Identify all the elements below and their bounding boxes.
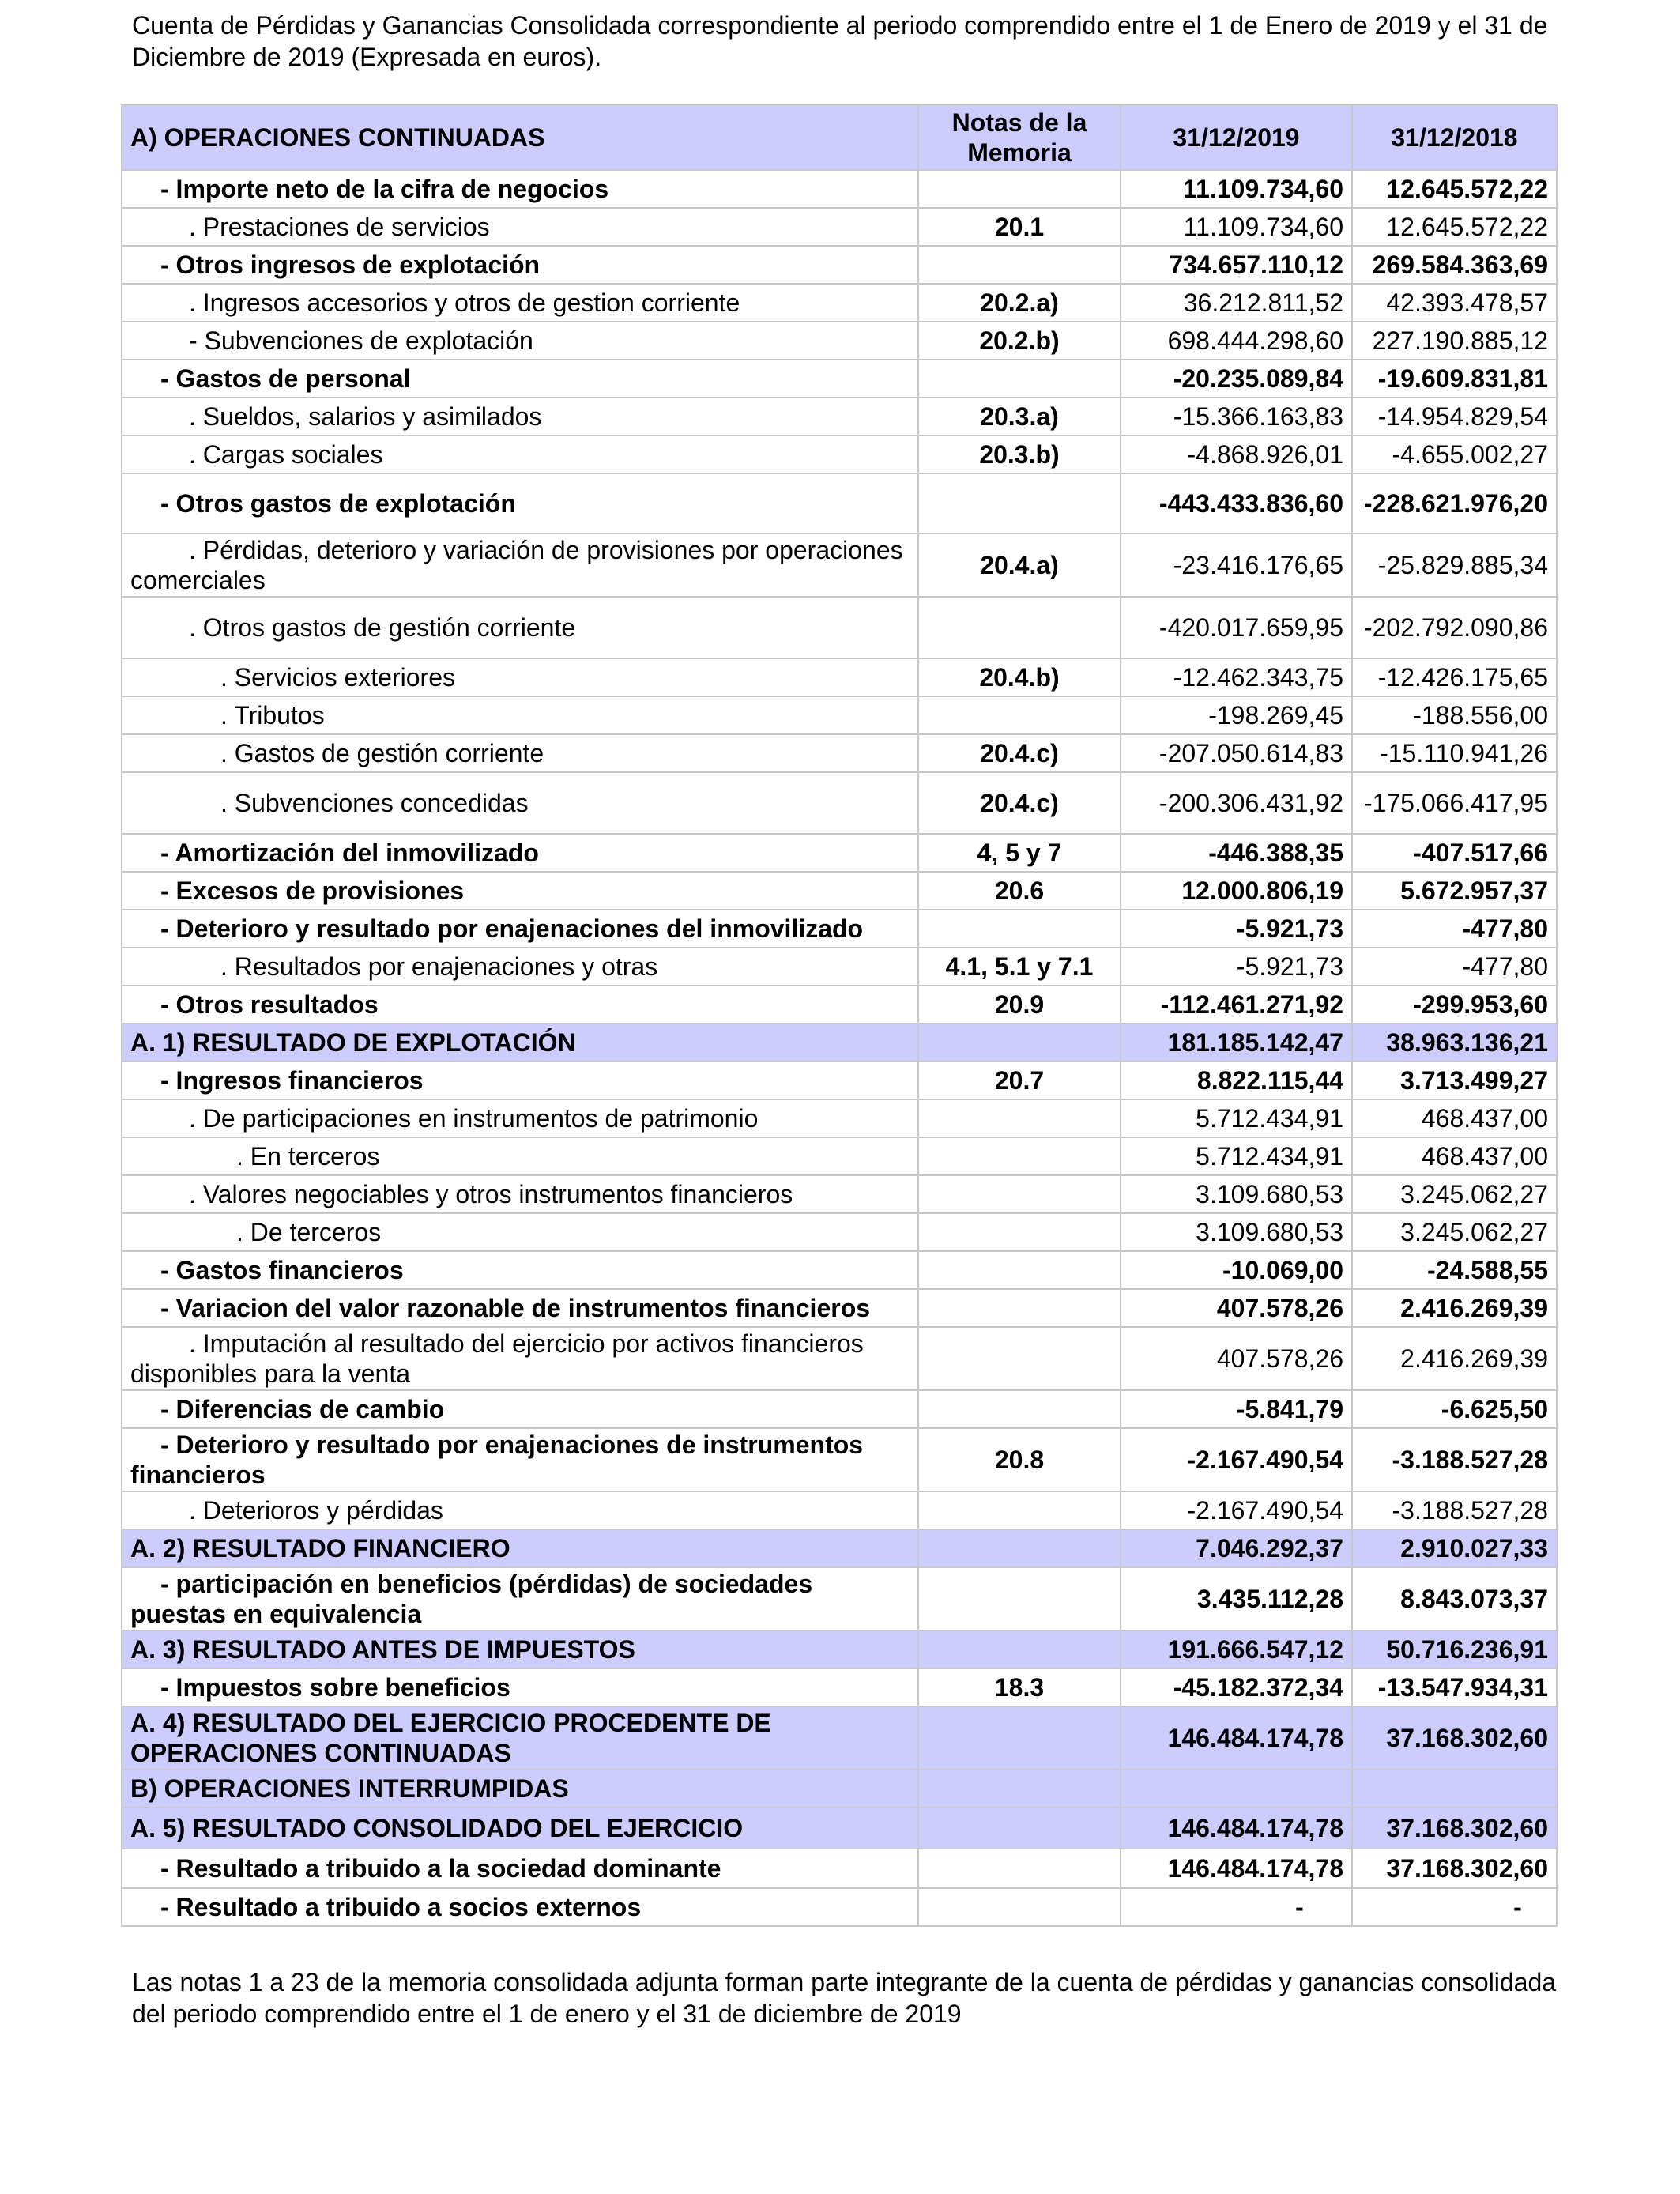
row-value-2019: 3.435.112,28 xyxy=(1121,1567,1352,1630)
row-value-2019: -446.388,35 xyxy=(1121,834,1352,872)
row-label: . Gastos de gestión corriente xyxy=(122,734,918,772)
table-row xyxy=(122,910,1557,948)
row-notes xyxy=(918,1630,1121,1668)
row-value-2018: -15.110.941,26 xyxy=(1352,734,1557,772)
row-notes: 4.1, 5.1 y 7.1 xyxy=(918,948,1121,986)
row-notes xyxy=(918,1888,1121,1926)
row-notes xyxy=(918,1099,1121,1137)
row-label: B) OPERACIONES INTERRUMPIDAS xyxy=(122,1770,918,1808)
table-row xyxy=(122,170,1557,208)
row-notes xyxy=(918,1213,1121,1251)
row-value-2018: -13.547.934,31 xyxy=(1352,1668,1557,1706)
row-label: . Otros gastos de gestión corriente xyxy=(122,597,918,658)
row-label: - Gastos de personal xyxy=(122,360,918,398)
table-row xyxy=(122,1567,1557,1630)
row-label: . En terceros xyxy=(122,1137,918,1175)
row-label: - Importe neto de la cifra de negocios xyxy=(122,170,918,208)
row-notes: 20.2.a) xyxy=(918,284,1121,322)
row-label: - Deterioro y resultado por enajenaciones del inmovilizado xyxy=(122,910,918,948)
table-row xyxy=(122,772,1557,834)
row-label: . Tributos xyxy=(122,696,918,734)
row-label: A. 1) RESULTADO DE EXPLOTACIÓN xyxy=(122,1023,918,1061)
row-value-2018: -188.556,00 xyxy=(1352,696,1557,734)
row-notes xyxy=(918,170,1121,208)
row-value-2018: 2.910.027,33 xyxy=(1352,1529,1557,1567)
row-value-2019: -2.167.490,54 xyxy=(1121,1428,1352,1491)
row-label: - Subvenciones de explotación xyxy=(122,322,918,360)
subtotal-row xyxy=(122,1023,1557,1061)
row-value-2018: -12.426.175,65 xyxy=(1352,658,1557,696)
row-value-2018: -25.829.885,34 xyxy=(1352,533,1557,597)
row-label: - Amortización del inmovilizado xyxy=(122,834,918,872)
table-row xyxy=(122,435,1557,473)
row-value-2019: -5.921,73 xyxy=(1121,948,1352,986)
table-row xyxy=(122,1849,1557,1888)
year-2018-column-header: 31/12/2018 xyxy=(1352,105,1557,170)
row-value-2019: -45.182.372,34 xyxy=(1121,1668,1352,1706)
notes-column-header: Notas de la Memoria xyxy=(918,105,1121,170)
row-value-2018: -3.188.527,28 xyxy=(1352,1491,1557,1529)
row-notes: 20.9 xyxy=(918,986,1121,1023)
statement-intro: Cuenta de Pérdidas y Ganancias Consolidada correspondiente al periodo comprendido entre el 1 de Enero de 2019 y el 31 de Diciembre de 2019 (Expresada en euros). xyxy=(132,11,1548,71)
row-value-2019: -5.921,73 xyxy=(1121,910,1352,948)
row-value-2018: -6.625,50 xyxy=(1352,1390,1557,1428)
statement-footnote: Las notas 1 a 23 de la memoria consolidada adjunta forman parte integrante de la cuenta de pérdidas y ganancias consolidada del periodo comprendido entre el 1 de enero y el 31 de diciembre de 2019 xyxy=(132,1968,1557,2028)
row-notes: 20.6 xyxy=(918,872,1121,910)
row-label: . Ingresos accesorios y otros de gestion corriente xyxy=(122,284,918,322)
table-row xyxy=(122,658,1557,696)
row-label: - Diferencias de cambio xyxy=(122,1390,918,1428)
row-value-2019: -5.841,79 xyxy=(1121,1390,1352,1428)
row-notes: 20.7 xyxy=(918,1061,1121,1099)
row-notes: 18.3 xyxy=(918,1668,1121,1706)
row-value-2019: -20.235.089,84 xyxy=(1121,360,1352,398)
row-value-2018: 42.393.478,57 xyxy=(1352,284,1557,322)
row-value-2018: -477,80 xyxy=(1352,910,1557,948)
row-notes: 20.4.b) xyxy=(918,658,1121,696)
table-row xyxy=(122,1061,1557,1099)
subtotal-row xyxy=(122,1630,1557,1668)
row-value-2019: 181.185.142,47 xyxy=(1121,1023,1352,1061)
table-row xyxy=(122,948,1557,986)
row-value-2019: 734.657.110,12 xyxy=(1121,246,1352,284)
table-row xyxy=(122,1175,1557,1213)
row-notes: 4, 5 y 7 xyxy=(918,834,1121,872)
row-label: . Deterioros y pérdidas xyxy=(122,1491,918,1529)
row-value-2018: 5.672.957,37 xyxy=(1352,872,1557,910)
row-value-2019: -23.416.176,65 xyxy=(1121,533,1352,597)
table-row xyxy=(122,986,1557,1023)
table-row xyxy=(122,1491,1557,1529)
row-value-2019: 5.712.434,91 xyxy=(1121,1099,1352,1137)
table-row xyxy=(122,872,1557,910)
row-label: - Ingresos financieros xyxy=(122,1061,918,1099)
row-notes: 20.3.b) xyxy=(918,435,1121,473)
row-notes xyxy=(918,1706,1121,1770)
row-label: . Prestaciones de servicios xyxy=(122,208,918,246)
row-value-2019: 191.666.547,12 xyxy=(1121,1630,1352,1668)
row-value-2018: 468.437,00 xyxy=(1352,1099,1557,1137)
row-label: A. 2) RESULTADO FINANCIERO xyxy=(122,1529,918,1567)
row-value-2018: - xyxy=(1352,1888,1557,1926)
row-notes xyxy=(918,1175,1121,1213)
row-value-2019: 146.484.174,78 xyxy=(1121,1808,1352,1849)
table-row xyxy=(122,597,1557,658)
table-row xyxy=(122,1213,1557,1251)
row-label: . Sueldos, salarios y asimilados xyxy=(122,398,918,435)
row-value-2019: -198.269,45 xyxy=(1121,696,1352,734)
row-label: . Pérdidas, deterioro y variación de provisiones por operaciones comerciales xyxy=(122,533,918,597)
row-value-2019: -10.069,00 xyxy=(1121,1251,1352,1289)
row-label: . De participaciones en instrumentos de patrimonio xyxy=(122,1099,918,1137)
row-label: - Resultado a tribuido a la sociedad dominante xyxy=(122,1849,918,1888)
row-value-2018: -202.792.090,86 xyxy=(1352,597,1557,658)
row-value-2018: 2.416.269,39 xyxy=(1352,1289,1557,1327)
row-notes xyxy=(918,597,1121,658)
row-value-2018: -14.954.829,54 xyxy=(1352,398,1557,435)
row-value-2018: 2.416.269,39 xyxy=(1352,1327,1557,1390)
table-row xyxy=(122,1668,1557,1706)
row-notes xyxy=(918,1491,1121,1529)
row-label: . Servicios exteriores xyxy=(122,658,918,696)
row-value-2019: -112.461.271,92 xyxy=(1121,986,1352,1023)
row-notes: 20.4.a) xyxy=(918,533,1121,597)
row-notes xyxy=(918,473,1121,533)
row-value-2018: -228.621.976,20 xyxy=(1352,473,1557,533)
row-label: - Otros ingresos de explotación xyxy=(122,246,918,284)
row-value-2019: 11.109.734,60 xyxy=(1121,170,1352,208)
year-2019-column-header: 31/12/2019 xyxy=(1121,105,1352,170)
row-value-2019: -12.462.343,75 xyxy=(1121,658,1352,696)
row-notes xyxy=(918,1567,1121,1630)
table-row xyxy=(122,1099,1557,1137)
section-header: A) OPERACIONES CONTINUADAS xyxy=(122,105,918,170)
row-value-2019: -420.017.659,95 xyxy=(1121,597,1352,658)
table-row xyxy=(122,246,1557,284)
table-row xyxy=(122,533,1557,597)
row-label: - Resultado a tribuido a socios externos xyxy=(122,1888,918,1926)
row-label: . Cargas sociales xyxy=(122,435,918,473)
row-value-2019: -2.167.490,54 xyxy=(1121,1491,1352,1529)
row-notes xyxy=(918,696,1121,734)
row-label: - participación en beneficios (pérdidas) de sociedades puestas en equivalencia xyxy=(122,1567,918,1630)
row-value-2019 xyxy=(1121,1770,1352,1808)
row-value-2018: 37.168.302,60 xyxy=(1352,1849,1557,1888)
row-notes xyxy=(918,1137,1121,1175)
row-label: . De terceros xyxy=(122,1213,918,1251)
table-header-row xyxy=(122,105,1557,170)
row-value-2019: 3.109.680,53 xyxy=(1121,1175,1352,1213)
row-value-2018: -477,80 xyxy=(1352,948,1557,986)
row-notes xyxy=(918,1849,1121,1888)
row-value-2019: 8.822.115,44 xyxy=(1121,1061,1352,1099)
table-row xyxy=(122,1327,1557,1390)
row-notes: 20.1 xyxy=(918,208,1121,246)
row-notes xyxy=(918,1770,1121,1808)
row-label: A. 3) RESULTADO ANTES DE IMPUESTOS xyxy=(122,1630,918,1668)
row-value-2018: 3.245.062,27 xyxy=(1352,1175,1557,1213)
subtotal-row xyxy=(122,1706,1557,1770)
row-notes xyxy=(918,1289,1121,1327)
table-row xyxy=(122,1137,1557,1175)
row-notes: 20.2.b) xyxy=(918,322,1121,360)
row-value-2018: 38.963.136,21 xyxy=(1352,1023,1557,1061)
row-value-2018: -19.609.831,81 xyxy=(1352,360,1557,398)
section-row xyxy=(122,1770,1557,1808)
row-value-2018: 12.645.572,22 xyxy=(1352,170,1557,208)
row-value-2018: 269.584.363,69 xyxy=(1352,246,1557,284)
row-value-2019: -200.306.431,92 xyxy=(1121,772,1352,834)
row-value-2019: 36.212.811,52 xyxy=(1121,284,1352,322)
row-label: . Subvenciones concedidas xyxy=(122,772,918,834)
row-notes xyxy=(918,1808,1121,1849)
table-row xyxy=(122,834,1557,872)
row-notes: 20.4.c) xyxy=(918,772,1121,834)
row-value-2018: 227.190.885,12 xyxy=(1352,322,1557,360)
row-notes xyxy=(918,1390,1121,1428)
row-label: . Valores negociables y otros instrumentos financieros xyxy=(122,1175,918,1213)
row-label: - Deterioro y resultado por enajenaciones de instrumentos financieros xyxy=(122,1428,918,1491)
row-notes xyxy=(918,1327,1121,1390)
row-value-2019: 407.578,26 xyxy=(1121,1327,1352,1390)
table-row xyxy=(122,398,1557,435)
row-value-2018: -4.655.002,27 xyxy=(1352,435,1557,473)
row-value-2019: -207.050.614,83 xyxy=(1121,734,1352,772)
table-row xyxy=(122,1251,1557,1289)
table-row xyxy=(122,1888,1557,1926)
income-statement-table xyxy=(121,104,1558,1927)
row-value-2019: -443.433.836,60 xyxy=(1121,473,1352,533)
row-value-2019: 7.046.292,37 xyxy=(1121,1529,1352,1567)
row-notes xyxy=(918,246,1121,284)
table-row xyxy=(122,360,1557,398)
row-value-2018: 12.645.572,22 xyxy=(1352,208,1557,246)
row-label: A. 4) RESULTADO DEL EJERCICIO PROCEDENTE DE OPERACIONES CONTINUADAS xyxy=(122,1706,918,1770)
row-value-2018: 468.437,00 xyxy=(1352,1137,1557,1175)
row-notes: 20.3.a) xyxy=(918,398,1121,435)
row-label: - Impuestos sobre beneficios xyxy=(122,1668,918,1706)
row-value-2019: -15.366.163,83 xyxy=(1121,398,1352,435)
row-value-2018: -3.188.527,28 xyxy=(1352,1428,1557,1491)
table-row xyxy=(122,473,1557,533)
row-label: - Gastos financieros xyxy=(122,1251,918,1289)
row-notes xyxy=(918,1251,1121,1289)
row-value-2018: -24.588,55 xyxy=(1352,1251,1557,1289)
table-row xyxy=(122,1289,1557,1327)
row-label: - Otros gastos de explotación xyxy=(122,473,918,533)
row-value-2019: 11.109.734,60 xyxy=(1121,208,1352,246)
row-value-2018: 3.713.499,27 xyxy=(1352,1061,1557,1099)
table-row xyxy=(122,1428,1557,1491)
row-value-2019: -4.868.926,01 xyxy=(1121,435,1352,473)
table-row xyxy=(122,322,1557,360)
table-row xyxy=(122,696,1557,734)
row-value-2019: 698.444.298,60 xyxy=(1121,322,1352,360)
row-label: . Imputación al resultado del ejercicio por activos financieros disponibles para la venta xyxy=(122,1327,918,1390)
row-notes xyxy=(918,1529,1121,1567)
row-value-2018: 3.245.062,27 xyxy=(1352,1213,1557,1251)
row-value-2019: 3.109.680,53 xyxy=(1121,1213,1352,1251)
row-notes xyxy=(918,360,1121,398)
row-label: - Variacion del valor razonable de instrumentos financieros xyxy=(122,1289,918,1327)
table-row xyxy=(122,1390,1557,1428)
row-notes: 20.8 xyxy=(918,1428,1121,1491)
row-value-2019: 146.484.174,78 xyxy=(1121,1706,1352,1770)
row-notes xyxy=(918,1023,1121,1061)
row-value-2018: -175.066.417,95 xyxy=(1352,772,1557,834)
row-value-2018: 50.716.236,91 xyxy=(1352,1630,1557,1668)
row-label: . Resultados por enajenaciones y otras xyxy=(122,948,918,986)
row-value-2018: 37.168.302,60 xyxy=(1352,1808,1557,1849)
row-value-2019: 146.484.174,78 xyxy=(1121,1849,1352,1888)
row-notes xyxy=(918,910,1121,948)
row-value-2018: 37.168.302,60 xyxy=(1352,1706,1557,1770)
row-value-2019: - xyxy=(1121,1888,1352,1926)
row-value-2018: -299.953,60 xyxy=(1352,986,1557,1023)
row-label: - Excesos de provisiones xyxy=(122,872,918,910)
row-value-2018: -407.517,66 xyxy=(1352,834,1557,872)
table-row xyxy=(122,284,1557,322)
table-row xyxy=(122,734,1557,772)
row-value-2018 xyxy=(1352,1770,1557,1808)
row-value-2018: 8.843.073,37 xyxy=(1352,1567,1557,1630)
row-value-2019: 407.578,26 xyxy=(1121,1289,1352,1327)
subtotal-row xyxy=(122,1808,1557,1849)
subtotal-row xyxy=(122,1529,1557,1567)
row-label: - Otros resultados xyxy=(122,986,918,1023)
row-value-2019: 12.000.806,19 xyxy=(1121,872,1352,910)
table-row xyxy=(122,208,1557,246)
row-value-2019: 5.712.434,91 xyxy=(1121,1137,1352,1175)
row-label: A. 5) RESULTADO CONSOLIDADO DEL EJERCICIO xyxy=(122,1808,918,1849)
row-notes: 20.4.c) xyxy=(918,734,1121,772)
